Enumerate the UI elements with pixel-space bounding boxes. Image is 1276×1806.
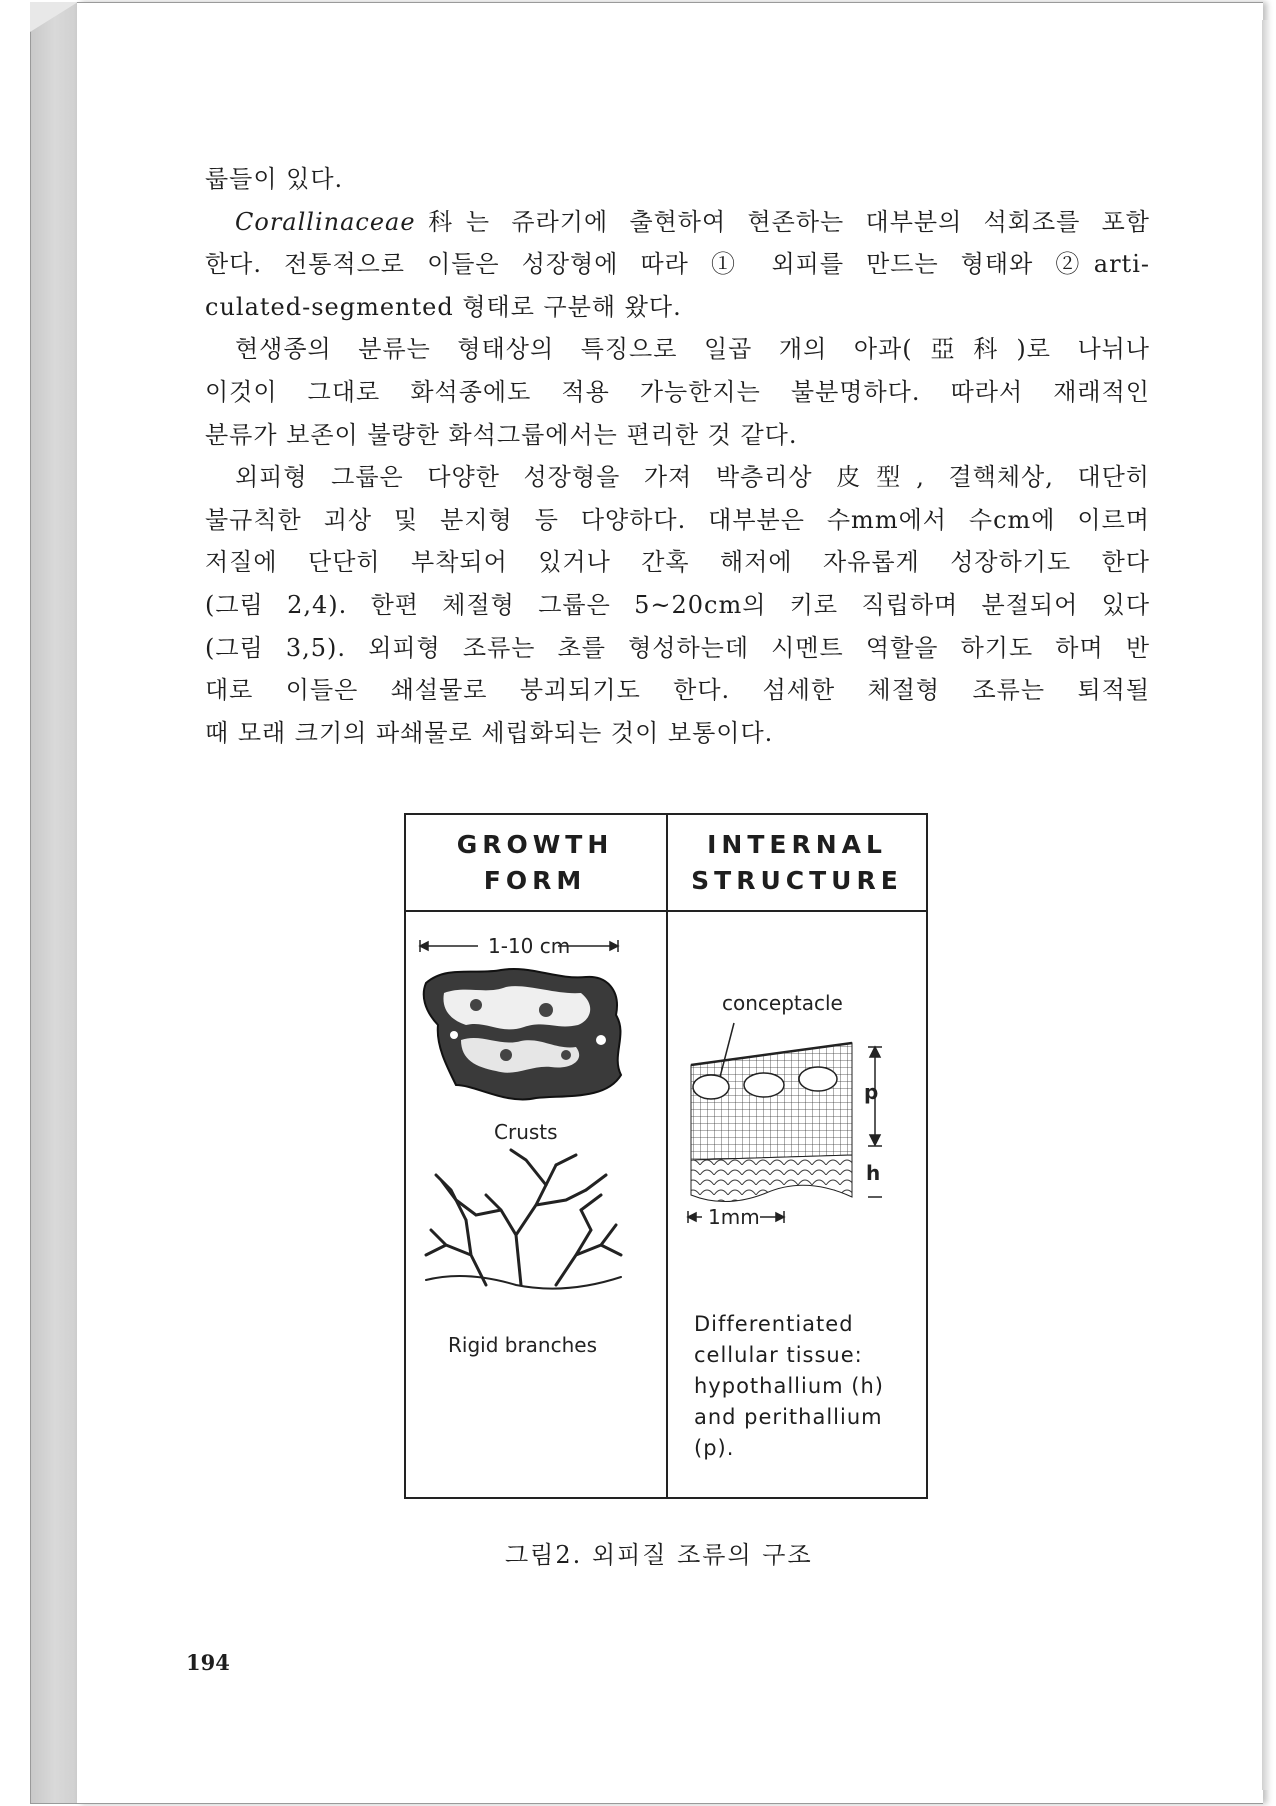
tissue-description: [694, 1309, 914, 1464]
label-crusts: Crusts: [494, 1120, 558, 1144]
text-line: 외피형 그룹은 다양한 성장형을 가져 박층리상 皮型, 결핵체상, 대단히: [235, 463, 1150, 492]
crust-drawing: [424, 969, 621, 1100]
text-line: (그림 2,4). 한편 체절형 그룹은 5~20cm의 키로 직립하며 분절되어 있다: [205, 590, 1150, 619]
text-line: (그림 3,5). 외피형 조류는 초를 형성하는데 시멘트 역할을 하기도 하며 반: [205, 633, 1150, 662]
text-line: 대로 이들은 쇄설물로 붕괴되기도 한다. 섬세한 체절형 조류는 퇴적될: [205, 676, 1150, 705]
taxon-name: Corallinaceae: [235, 207, 416, 236]
text-line: 불규칙한 괴상 및 분지형 등 다양하다. 대부분은 수mm에서 수cm에 이르며: [205, 505, 1150, 534]
page-edge: [1262, 20, 1270, 1790]
paragraph-3: [205, 328, 1150, 456]
header-line: INTERNAL: [707, 830, 887, 859]
text-fragment: 科는 쥬라기에 출현하여 현존하는 대부분의 석회조를 포함: [415, 207, 1150, 236]
header-line: GROWTH: [456, 830, 614, 859]
text-line: 때 모래 크기의 파쇄물로 세립화되는 것이 보통이다.: [205, 718, 774, 747]
header-line: STRUCTURE: [691, 866, 903, 895]
figure-caption: 그림2. 외피질 조류의 구조: [505, 1541, 813, 1569]
label-h: h: [866, 1161, 881, 1185]
description-line: and perithallium: [694, 1405, 883, 1429]
paragraph-1: [205, 158, 1150, 201]
text-line: culated-segmented 형태로 구분해 왔다.: [205, 292, 682, 321]
scale-label-left: 1-10 cm: [488, 934, 571, 958]
book-spine: [30, 2, 80, 1804]
page-number: 194: [186, 1650, 230, 1675]
text-line: 분류가 보존이 불량한 화석그룹에서는 편리한 것 같다.: [205, 420, 798, 449]
description-line: (p).: [694, 1436, 735, 1460]
tissue-section-drawing: [691, 1023, 852, 1202]
label-rigid-branches: Rigid branches: [448, 1333, 598, 1357]
text-line: 한다. 전통적으로 이들은 성장형에 따라 ① 외피를 만드는 형태와 ②arti-: [205, 250, 1150, 279]
text-line: 저질에 단단히 부착되어 있거나 간혹 해저에 자유롭게 성장하기도 한다: [205, 548, 1150, 577]
description-line: Differentiated: [694, 1312, 854, 1336]
figure-algae-structure: [404, 813, 928, 1499]
paragraph-4: [205, 456, 1150, 754]
description-line: hypothallium (h): [694, 1374, 884, 1398]
paragraph-2: [205, 201, 1150, 329]
header-line: FORM: [483, 866, 587, 895]
label-conceptacle: conceptacle: [722, 991, 843, 1015]
text-line: 룹들이 있다.: [205, 165, 344, 193]
description-line: cellular tissue:: [694, 1343, 863, 1367]
body-text: [205, 158, 1150, 754]
text-line: 이것이 그대로 화석종에도 적용 가능한지는 불분명하다. 따라서 재래적인: [205, 377, 1150, 406]
label-p: p: [864, 1080, 879, 1104]
branches-drawing: [426, 1150, 621, 1289]
text-line: [205, 201, 1150, 244]
scale-label-right: 1mm: [708, 1205, 760, 1229]
book-spine-top: [30, 2, 78, 32]
text-line: 현생종의 분류는 형태상의 특징으로 일곱 개의 아과(亞科)로 나뉘나: [235, 335, 1150, 364]
